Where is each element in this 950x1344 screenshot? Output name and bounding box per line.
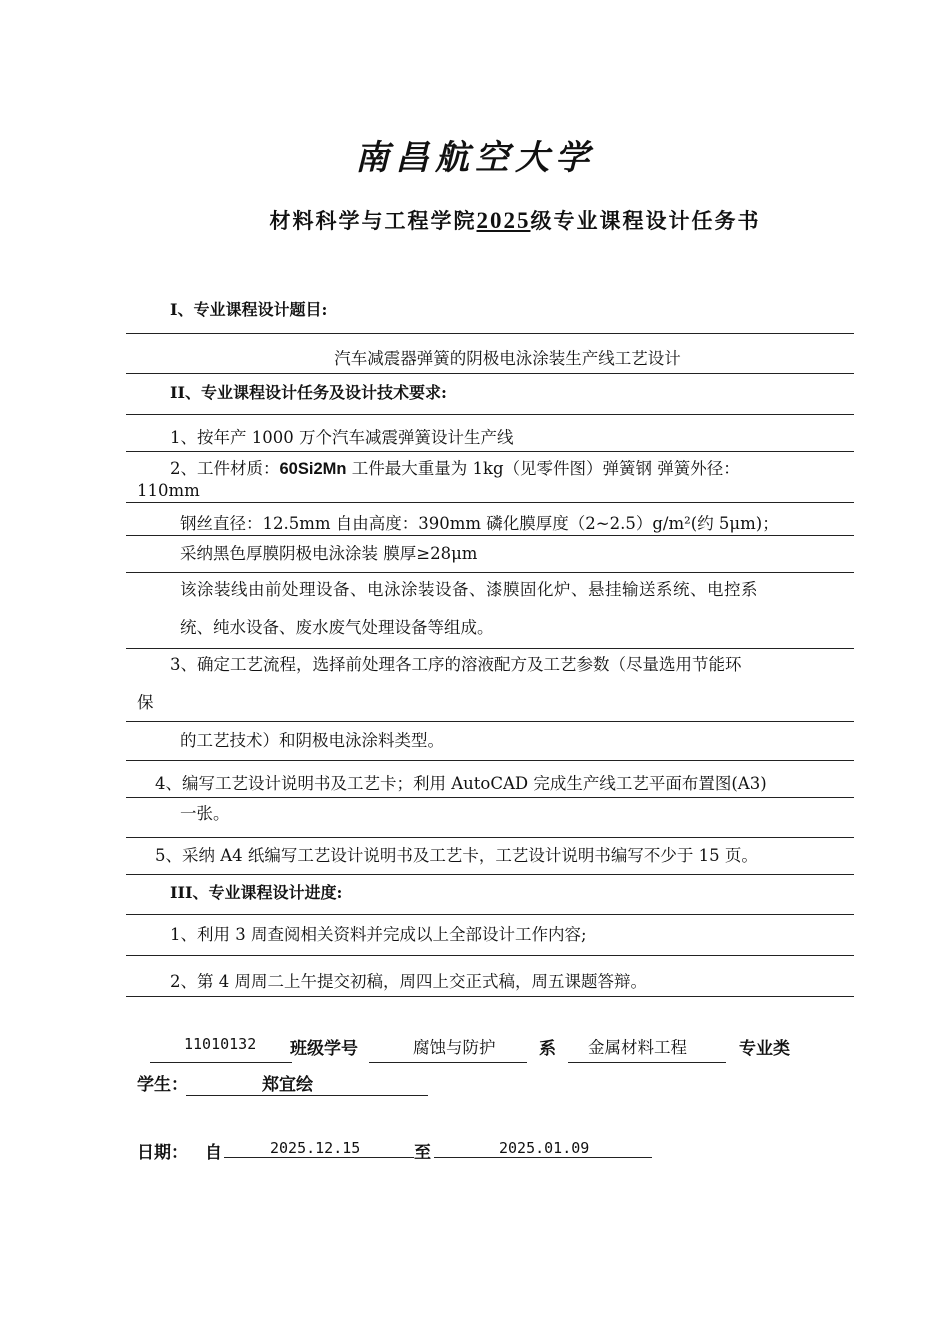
divider [126,502,854,503]
subtitle-suffix: 级专业课程设计任务书 [530,208,761,233]
divider [126,451,854,452]
task-item-3-line3: 的工艺技术）和阴极电泳涂料类型。 [180,731,444,750]
start-date: 2025.12.15 [270,1139,361,1157]
divider [126,874,854,875]
student-label: 学生： [137,1075,188,1094]
task-item-2-line3: 钢丝直径：12.5mm 自由高度：390mm 磷化膜厚度（2~2.5）g/m²(约 5μm)； [180,514,779,533]
major-label: 专业类 [739,1039,790,1058]
end-date-underline [434,1157,652,1158]
major-underline [568,1062,726,1063]
section2-heading: II、专业课程设计任务及设计技术要求: [170,383,447,402]
student-name-underline [186,1095,428,1096]
task-item-2-line5: 该涂装线由前处理设备、电泳涂装设备、漆膜固化炉、悬挂输送系统、电控系 [180,580,758,599]
task-item-2-line2: 110mm [137,481,200,500]
task-item-2-line6: 统、纯水设备、废水废气处理设备等组成。 [180,618,494,637]
divider [126,535,854,536]
from-label: 自 [205,1143,222,1162]
task-item-4-line2: 一张。 [180,804,230,823]
task-item-2-line4: 采纳黑色厚膜阴极电泳涂装 膜厚≥28μm [180,544,478,563]
end-date: 2025.01.09 [499,1139,590,1157]
divider [126,837,854,838]
divider [126,572,854,573]
task-item-2-line1 [170,455,740,479]
divider [126,955,854,956]
start-date-underline [224,1157,414,1158]
divider [126,721,854,722]
divider [126,414,854,415]
section1-heading: I、专业课程设计题目: [170,300,328,319]
divider [126,797,854,798]
student-id: 11010132 [184,1035,257,1053]
design-topic: 汽车减震器弹簧的阴极电泳涂装生产线工艺设计 [334,349,681,368]
university-title: 南昌航空大学 [355,138,595,178]
task-item-3-line2: 保 [137,693,154,712]
task-item-5: 5、采纳 A4 纸编写工艺设计说明书及工艺卡，工艺设计说明书编写不少于 15 页。 [155,846,758,865]
class-number-label: 班级学号 [290,1039,358,1058]
department-underline [369,1062,527,1063]
divider [126,648,854,649]
department-value: 腐蚀与防护 [413,1038,496,1057]
task-item-1: 1、按年产 1000 万个汽车减震弹簧设计生产线 [170,428,514,447]
divider [126,996,854,997]
task-item-2-prefix: 2、工件材质： [170,459,280,478]
schedule-item-2: 2、第 4 周周二上午提交初稿，周四上交正式稿，周五课题答辩。 [170,972,647,991]
to-label: 至 [414,1143,431,1162]
section3-heading: III、专业课程设计进度: [170,883,343,902]
student-name: 郑宜绘 [262,1075,313,1094]
department-label: 系 [539,1039,556,1058]
divider [126,333,854,334]
major-value: 金属材料工程 [588,1038,687,1057]
divider [126,760,854,761]
date-label: 日期： [137,1143,188,1162]
document-subtitle [0,205,950,235]
task-item-2-spec: 工件最大重量为 1kg（见零件图）弹簧钢 弹簧外径： [346,459,740,478]
material-grade: 60Si2Mn [279,460,347,478]
divider [126,914,854,915]
task-item-4-line1: 4、编写工艺设计说明书及工艺卡；利用 AutoCAD 完成生产线工艺平面布置图(A3) [155,774,767,793]
student-id-underline [150,1062,292,1063]
schedule-item-1: 1、利用 3 周查阅相关资料并完成以上全部设计工作内容; [170,925,587,944]
subtitle-prefix: 材料科学与工程学院 [269,208,477,233]
task-item-3-line1: 3、确定工艺流程，选择前处理各工序的溶液配方及工艺参数（尽量选用节能环 [170,655,742,674]
subtitle-year: 2025 [476,208,531,233]
divider [126,373,854,374]
